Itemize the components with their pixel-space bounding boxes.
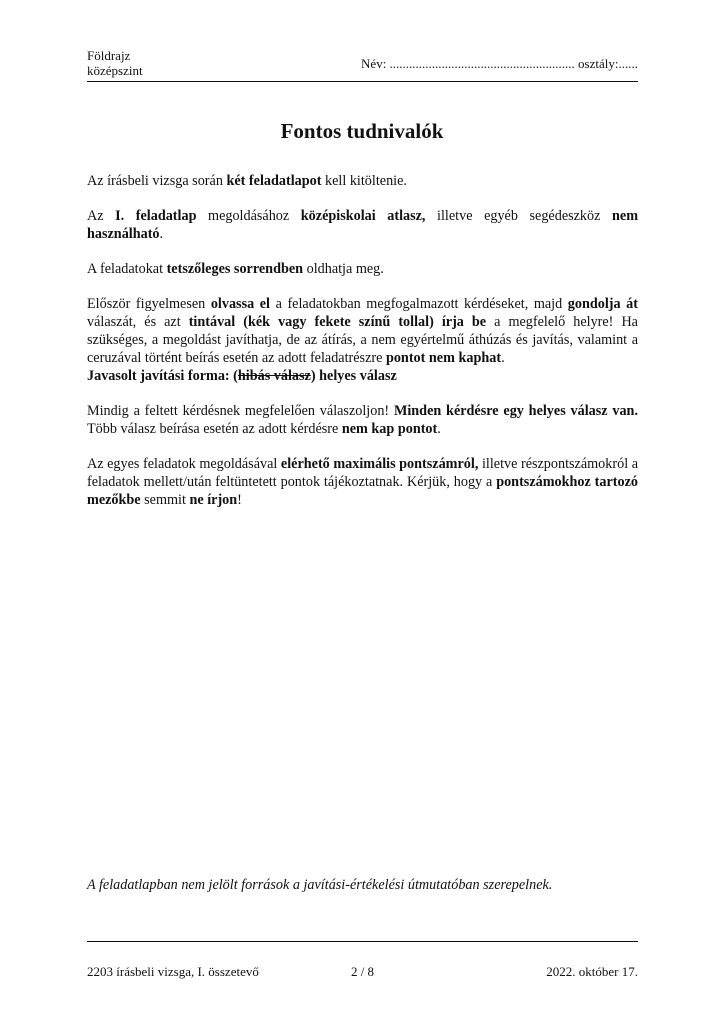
text-run: Először figyelmesen [87,296,211,312]
correct-answer-text: ) helyes válasz [310,368,397,384]
footer-divider [87,941,638,942]
text-run: kell kitöltenie. [321,173,407,189]
subject-label [87,48,143,78]
exam-code: 2203 írásbeli vizsga, I. összetevő [87,964,259,979]
text-run: a megfelelő helyre! Ha szükséges, a megoldást javíthatja, de az átírás, a nem egyértelmű áthúzás és javítás, valamint a ceruzával történt beírás esetén az adott feladatrészre [87,314,638,366]
instruction-paragraph-2 [87,207,638,243]
emphasis: tetszőleges sorrendben [166,261,304,277]
page-title: Fontos tudnivalók [280,119,444,143]
struck-wrong-answer: hibás válasz [237,368,311,384]
page-number: 2 / 8 [350,964,375,979]
source-note: A feladatlapban nem jelölt források a javítási-értékelési útmutatóban szerepelnek. [87,877,553,893]
text-run: semmit [140,492,190,508]
text-run: illetve részpontszámokról a feladatok mellett/után feltüntetett pontok tájékoztatnak. Kérjük, hogy a [87,456,638,490]
emphasis: pontot nem kaphat [385,350,502,366]
text-run: . [159,226,164,242]
emphasis: olvassa el [210,296,270,312]
page-footer [87,964,638,982]
emphasis: elérhető maximális pontszámról, [280,456,479,472]
emphasis: középiskolai atlasz, [300,208,426,224]
page-header [87,48,638,82]
emphasis: nem kap pontot [341,421,438,437]
instruction-paragraph-6 [87,455,638,509]
text-run: oldhatja meg. [303,261,384,277]
text-run: megoldásához [196,208,301,224]
text-run: Az [87,208,116,224]
instruction-paragraph-3 [87,260,638,278]
instruction-paragraph-4 [87,295,638,385]
text-run: Az egyes feladatok megoldásával [87,456,281,472]
name-class-field: Név: ......................................................... osztály:...... [361,56,638,71]
instruction-paragraph-5 [87,402,638,438]
correction-label: Javasolt javítási forma: ( [87,368,238,384]
emphasis: gondolja át [567,296,638,312]
emphasis: nem használható [87,208,639,242]
text-run: . [501,350,505,366]
exam-date: 2022. október 17. [546,964,638,979]
text-run: a feladatokban megfogalmazott kérdéseket, majd [270,296,568,312]
instructions [87,172,638,526]
text-run: Mindig a feltett kérdésnek megfelelően válaszoljon! [87,403,394,419]
text-run: válaszát, és azt [87,314,189,330]
text-run: illetve egyéb segédeszköz [425,208,612,224]
text-run: A feladatokat [87,261,167,277]
text-run: Több válasz beírása esetén az adott kérdésre [87,421,342,437]
correction-example [87,368,397,384]
subject-level: középszint [87,63,143,78]
instruction-paragraph-1 [87,172,638,190]
emphasis: két feladatlapot [226,173,322,189]
emphasis: ne írjon [189,492,238,508]
text-run: Az írásbeli vizsga során [87,173,227,189]
emphasis: I. feladatlap [115,208,197,224]
text-run: . [437,421,441,437]
emphasis: pontszámokhoz tartozó mezőkbe [87,474,638,508]
subject-name: Földrajz [87,48,131,63]
text-run: ! [237,492,242,508]
emphasis: Minden kérdésre egy helyes válasz van. [393,403,638,419]
emphasis: tintával (kék vagy fekete színű tollal) írja be [188,314,487,330]
